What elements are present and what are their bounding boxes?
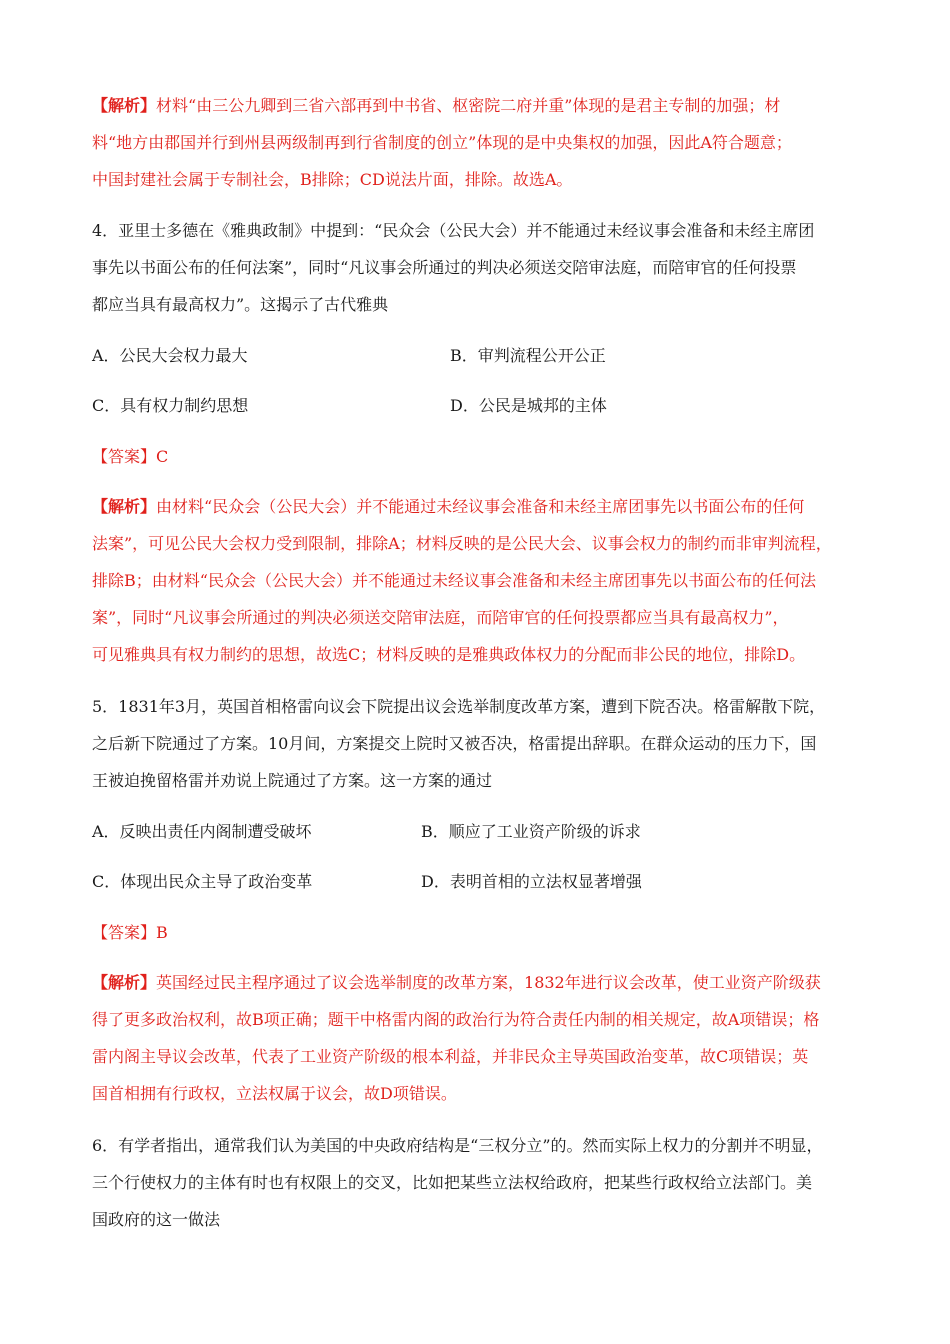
q4-option-b: B．审判流程公开公正 xyxy=(450,346,606,365)
q4-explanation-line-1: 【解析】由材料“民众会（公民大会）并不能通过未经议事会准备和未经主席团事先以书面公布的任何 xyxy=(92,497,805,516)
q4-stem-line-2: 事先以书面公布的任何法案”，同时“凡议事会所通过的判决必须送交陪审法庭，而陪审官的任何投票 xyxy=(92,258,797,277)
explanation-tag: 【解析】 xyxy=(92,497,157,516)
q6-stem-line-3: 国政府的这一做法 xyxy=(92,1210,221,1229)
q5-answer: 【答案】B xyxy=(92,923,168,942)
q4-stem-line-1: 4．亚里士多德在《雅典政制》中提到：“民众会（公民大会）并不能通过未经议事会准备和未经主席团 xyxy=(92,221,815,240)
q4-explanation-line-2: 法案”，可见公民大会权力受到限制，排除A；材料反映的是公民大会、议事会权力的制约而非审判流程， xyxy=(92,534,832,553)
q5-explanation-line-3: 雷内阁主导议会改革，代表了工业资产阶级的根本利益，并非民众主导英国政治变革，故C项错误；英 xyxy=(92,1047,809,1066)
q4-option-d: D．公民是城邦的主体 xyxy=(450,396,607,415)
q4-stem-line-3: 都应当具有最高权力”。这揭示了古代雅典 xyxy=(92,295,389,314)
q5-stem-line-1: 5．1831年3月，英国首相格雷向议会下院提出议会选举制度改革方案，遭到下院否决。格雷解散下院， xyxy=(92,697,826,716)
q5-option-c: C．体现出民众主导了政治变革 xyxy=(92,872,313,891)
q5-option-d: D．表明首相的立法权显著增强 xyxy=(421,872,642,891)
q4-explanation-line-3: 排除B；由材料“民众会（公民大会）并不能通过未经议事会准备和未经主席团事先以书面公布的任何法 xyxy=(92,571,816,590)
q5-stem-line-2: 之后新下院通过了方案。10月间，方案提交上院时又被否决，格雷提出辞职。在群众运动的压力下，国 xyxy=(92,734,817,753)
q5-explanation-line-1: 【解析】英国经过民主程序通过了议会选举制度的改革方案，1832年进行议会改革，使工业资产阶级获 xyxy=(92,973,821,992)
q4-option-a: A．公民大会权力最大 xyxy=(92,346,248,365)
q6-stem-line-1: 6．有学者指出，通常我们认为美国的中央政府结构是“三权分立”的。然而实际上权力的分割并不明显， xyxy=(92,1136,823,1155)
q4-answer: 【答案】C xyxy=(92,447,169,466)
q3-explanation-line-3: 中国封建社会属于专制社会，B排除；CD说法片面，排除。故选A。 xyxy=(92,170,573,189)
q6-stem-line-2: 三个行使权力的主体有时也有权限上的交叉，比如把某些立法权给政府，把某些行政权给立法部门。美 xyxy=(92,1173,813,1192)
explanation-tag: 【解析】 xyxy=(92,973,157,992)
q4-explanation-line-5: 可见雅典具有权力制约的思想，故选C；材料反映的是雅典政体权力的分配而非公民的地位，排除D。 xyxy=(92,645,806,664)
q5-option-b: B．顺应了工业资产阶级的诉求 xyxy=(421,822,641,841)
explanation-tag: 【解析】 xyxy=(92,96,157,115)
q3-explanation-line-1: 【解析】材料“由三公九卿到三省六部再到中书省、枢密院二府并重”体现的是君主专制的加强；材 xyxy=(92,96,781,115)
q5-explanation-line-2: 得了更多政治权利，故B项正确；题干中格雷内阁的政治行为符合责任内制的相关规定，故A项错误；格 xyxy=(92,1010,820,1029)
q4-option-c: C．具有权力制约思想 xyxy=(92,396,249,415)
q4-explanation-line-4: 案”，同时“凡议事会所通过的判决必须送交陪审法庭，而陪审官的任何投票都应当具有最高权力”， xyxy=(92,608,789,627)
q5-option-a: A．反映出责任内阁制遭受破坏 xyxy=(92,822,312,841)
q5-explanation-line-4: 国首相拥有行政权，立法权属于议会，故D项错误。 xyxy=(92,1084,457,1103)
q3-explanation-line-2: 料“地方由郡国并行到州县两级制再到行省制度的创立”体现的是中央集权的加强，因此A符合题意； xyxy=(92,133,792,152)
q5-stem-line-3: 王被迫挽留格雷并劝说上院通过了方案。这一方案的通过 xyxy=(92,771,493,790)
